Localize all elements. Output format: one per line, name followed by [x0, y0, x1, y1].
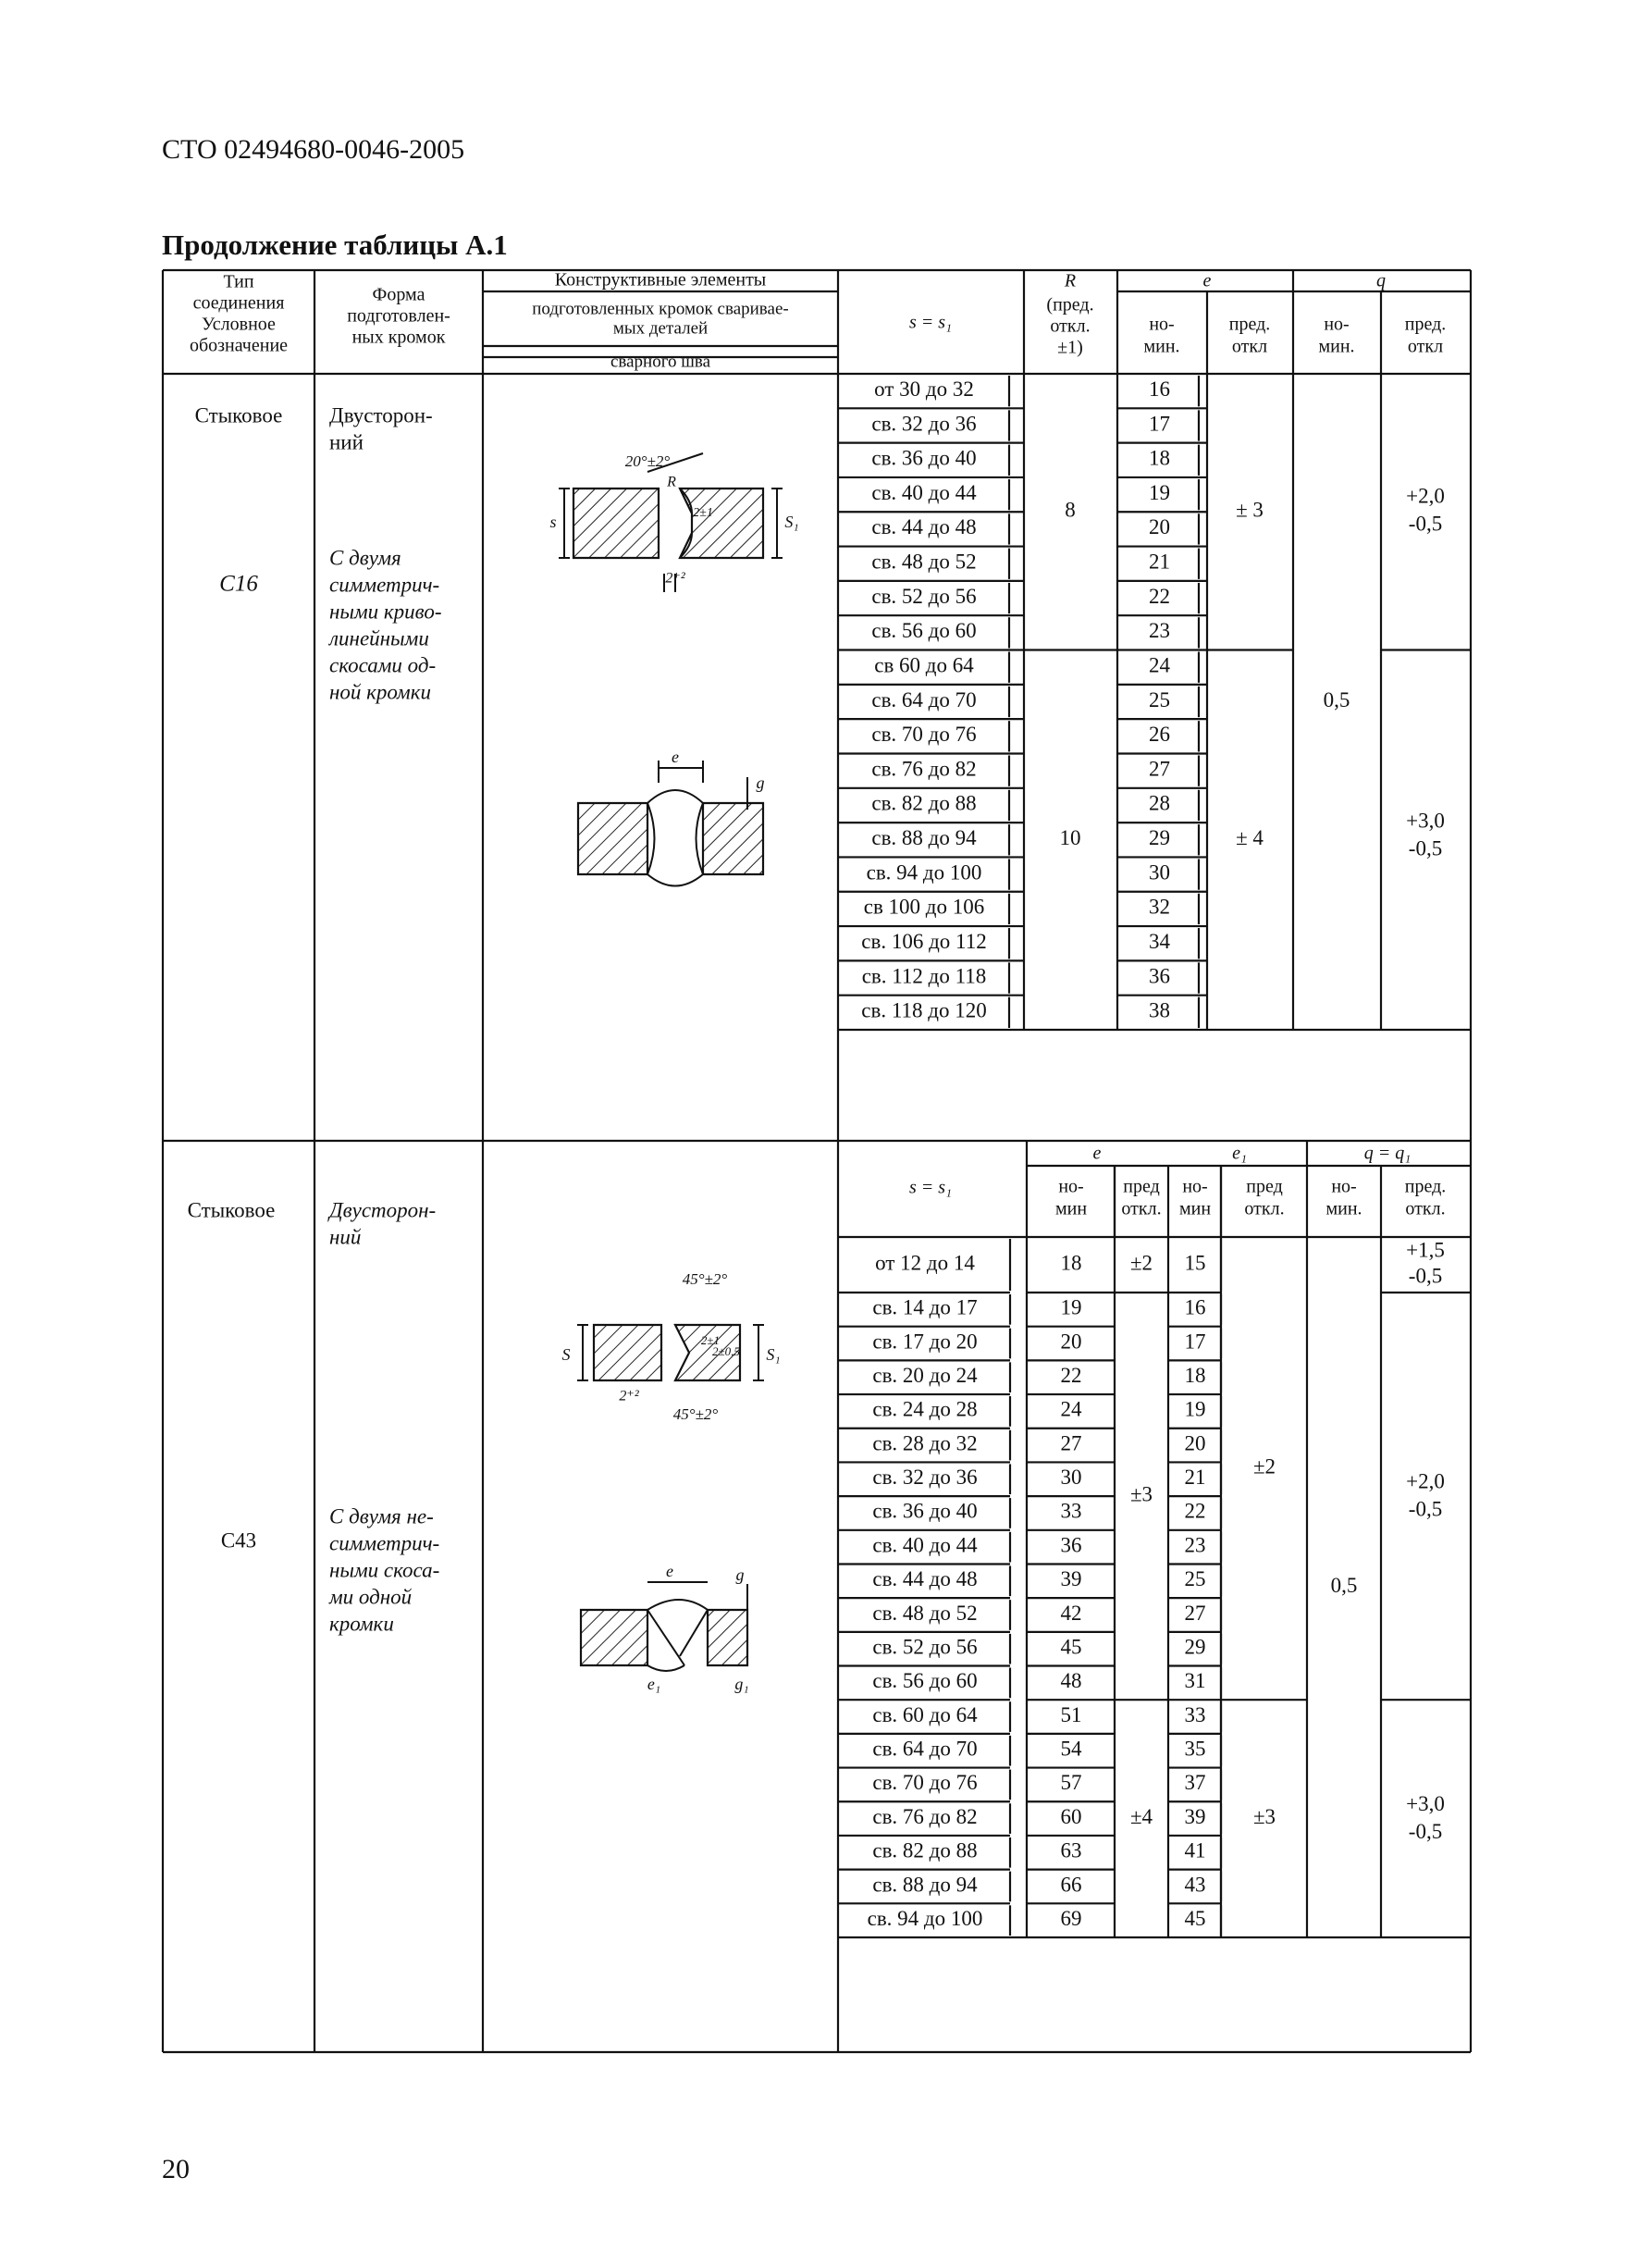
c43-row-e1: 21: [1184, 1466, 1206, 1490]
document-code: СТО 02494680-0046-2005: [162, 134, 465, 165]
c43-header-s: s = s₁: [908, 1177, 953, 1198]
c43-header-e1-tol: откл.: [1244, 1198, 1285, 1219]
c43-row-s: от 12 до 14: [875, 1251, 975, 1275]
c16-row-s: св. 64 до 70: [871, 687, 977, 711]
c16-q-tol: +2,0: [1406, 484, 1445, 508]
header-q-nom: но-: [1324, 314, 1350, 335]
header-e: e: [1202, 270, 1212, 291]
c43-row-s: св. 60 до 64: [872, 1702, 978, 1726]
c43-label-dim: 2±1: [700, 1332, 721, 1347]
c43-weld-bead: [647, 1600, 708, 1671]
c16-row-s: св. 118 до 120: [861, 998, 987, 1022]
header-q-nom: мин.: [1318, 336, 1355, 357]
c43-header-e-nom: но-: [1058, 1176, 1084, 1197]
c43-row-e1: 19: [1184, 1397, 1206, 1421]
c16-weld-right-plate: [703, 803, 763, 874]
c43-header-e1-nom: но-: [1182, 1176, 1208, 1197]
c16-row-e: 34: [1149, 929, 1170, 953]
c43-e1-tol: ±2: [1252, 1454, 1276, 1478]
c16-row-e: 28: [1149, 791, 1170, 815]
c43-label-dim2: 2±0,5: [712, 1343, 740, 1358]
c16-shape-top: ний: [329, 430, 364, 454]
header-edges: мых деталей: [612, 318, 709, 339]
c43-header-e1-tol: пред: [1246, 1176, 1283, 1197]
header-elements: Конструктивные элементы: [554, 269, 767, 291]
c16-label-g: g: [756, 773, 765, 793]
c43-q-tol: -0,5: [1408, 1497, 1443, 1521]
c16-row-e: 21: [1149, 550, 1170, 574]
c16-row-s: св 60 до 64: [874, 653, 974, 677]
c16-e-tol: ± 3: [1236, 498, 1264, 522]
header-shape: Форма: [372, 284, 425, 305]
header-type: Условное: [202, 314, 276, 335]
c43-row-e: 42: [1060, 1601, 1082, 1625]
c43-row-s: св. 64 до 70: [872, 1737, 978, 1761]
c16-row-s: св 100 до 106: [863, 895, 985, 919]
c43-e-tol: ±4: [1129, 1804, 1153, 1828]
c16-weld-bead: [647, 790, 703, 886]
c43-header-q-tol: откл.: [1405, 1198, 1446, 1219]
c16-row-e: 29: [1149, 826, 1170, 850]
c43-header-q: q = q₁: [1363, 1143, 1412, 1164]
header-type: Тип: [223, 271, 254, 292]
c43-row-e: 54: [1060, 1737, 1082, 1761]
weld-drawings: [549, 452, 798, 1693]
c43-label-gap: 2⁺²: [619, 1388, 639, 1404]
c43-row-e1: 37: [1184, 1771, 1206, 1795]
c43-row-e: 48: [1060, 1669, 1082, 1693]
c16-label-r: R: [667, 474, 676, 490]
c43-label-e: e: [666, 1562, 673, 1581]
c43-label-g: g: [735, 1565, 745, 1585]
c43-q-tol: +1,5: [1406, 1238, 1445, 1262]
c43-row-e: 27: [1060, 1431, 1082, 1455]
c16-row-s: св. 70 до 76: [871, 723, 977, 747]
c16-row-s: св. 82 до 88: [871, 791, 977, 815]
c16-row-e: 16: [1149, 377, 1170, 401]
c43-row-e: 39: [1060, 1567, 1082, 1591]
c43-row-e1: 18: [1184, 1363, 1206, 1387]
c43-code: С43: [220, 1528, 257, 1553]
c43-row-e1: 35: [1184, 1737, 1206, 1761]
c43-e-tol: ±3: [1129, 1482, 1153, 1506]
c16-row-e: 26: [1149, 723, 1170, 747]
c43-row-e: 69: [1060, 1906, 1082, 1930]
header-r-tol: ±1): [1057, 337, 1083, 358]
c43-row-e: 60: [1060, 1804, 1082, 1828]
c43-label-g1: g₁: [734, 1675, 749, 1694]
c16-shape-bottom: ными криво-: [329, 600, 442, 624]
c43-s-dim: [577, 1325, 588, 1380]
c43-row-e: 24: [1060, 1397, 1082, 1421]
c43-shape-bottom: симметрич-: [329, 1531, 440, 1555]
c16-row-s: св. 44 до 48: [871, 515, 977, 539]
header-r-tol: (пред.: [1046, 294, 1094, 315]
c43-q-tol: -0,5: [1408, 1264, 1443, 1288]
c43-header-e: e: [1092, 1143, 1102, 1164]
page-number: 20: [162, 2154, 190, 2184]
c43-label-e1: e₁: [647, 1675, 661, 1694]
c16-row-e: 24: [1149, 653, 1170, 677]
c16-shape-bottom: скосами од-: [329, 653, 437, 677]
header-s: s = s₁: [908, 312, 953, 333]
c43-q-tol: +2,0: [1406, 1469, 1445, 1493]
c43-row-e1: 27: [1184, 1601, 1206, 1625]
c43-label-s1: S₁: [766, 1345, 781, 1365]
c16-row-e: 30: [1149, 860, 1170, 885]
c43-row-s: св. 32 до 36: [872, 1466, 978, 1490]
c43-row-s: св. 52 до 56: [872, 1635, 978, 1659]
c43-header-q-nom: но-: [1331, 1176, 1357, 1197]
c43-row-e: 45: [1060, 1635, 1082, 1659]
header-type: обозначение: [189, 335, 289, 356]
c43-label-angle2: 45°±2°: [672, 1404, 719, 1423]
c43-row-s: св. 28 до 32: [872, 1431, 978, 1455]
header-r: R: [1064, 270, 1077, 291]
c16-label-angle: 20°±2°: [624, 452, 671, 470]
c16-row-s: св. 76 до 82: [871, 757, 977, 781]
c43-row-e: 30: [1060, 1466, 1082, 1490]
c43-header-q-nom: мин.: [1325, 1198, 1362, 1219]
c43-shape-bottom: ми одной: [329, 1585, 413, 1609]
c16-row-s: от 30 до 32: [874, 377, 974, 401]
c43-row-s: св. 88 до 94: [872, 1873, 978, 1897]
header-shape: ных кромок: [351, 327, 446, 348]
c43-row-s: св. 17 до 20: [872, 1330, 978, 1354]
c43-q-tol: +3,0: [1406, 1791, 1445, 1815]
c43-left-plate: [594, 1325, 661, 1380]
header-e-tol: пред.: [1228, 314, 1271, 335]
c16-row-s: св. 36 до 40: [871, 446, 977, 470]
c16-row-e: 18: [1149, 446, 1170, 470]
c16-s-dim: [559, 489, 570, 558]
c16-q-tol: +3,0: [1406, 809, 1445, 833]
c43-row-e1: 22: [1184, 1499, 1206, 1523]
c43-header-e-tol: пред: [1123, 1176, 1160, 1197]
c43-s1-dim: [753, 1325, 764, 1380]
c16-row-e: 38: [1149, 998, 1170, 1022]
c16-e-tol: ± 4: [1236, 826, 1264, 850]
c43-header-e1-nom: мин: [1178, 1198, 1212, 1219]
c16-s1-dim: [771, 489, 783, 558]
c16-row-e: 36: [1149, 964, 1170, 988]
header-e-tol: откл: [1231, 336, 1268, 357]
header-edges: подготовленных кромок сваривае-: [532, 299, 789, 319]
c43-row-e: 36: [1060, 1533, 1082, 1557]
c16-q-tol: -0,5: [1408, 836, 1443, 860]
c43-row-e1: 16: [1184, 1295, 1206, 1319]
c43-header-e-nom: мин: [1054, 1198, 1088, 1219]
c43-row-e: 33: [1060, 1499, 1082, 1523]
c43-row-s: св. 76 до 82: [872, 1804, 978, 1828]
c16-row-s: св. 112 до 118: [861, 964, 987, 988]
c43-row-s: св. 70 до 76: [872, 1771, 978, 1795]
c43-weld-left-plate: [581, 1610, 647, 1665]
c43-row-e1: 33: [1184, 1702, 1206, 1726]
c16-row-s: св. 106 до 112: [861, 929, 987, 953]
c43-row-e: 22: [1060, 1363, 1082, 1387]
c43-e1-tol: ±3: [1252, 1804, 1276, 1828]
c16-label-s1: S₁: [784, 513, 799, 532]
c43-row-s: св. 20 до 24: [872, 1363, 978, 1387]
c16-row-e: 27: [1149, 757, 1170, 781]
header-q: q: [1376, 270, 1386, 291]
c16-label-e: e: [672, 748, 679, 767]
c16-label-gap: 2⁺²: [665, 570, 685, 587]
c16-row-e: 17: [1149, 412, 1170, 436]
c43-shape-bottom: кромки: [329, 1612, 394, 1636]
c43-row-s: св. 36 до 40: [872, 1499, 978, 1523]
c43-label-s: S: [561, 1345, 571, 1365]
c16-row-s: св. 40 до 44: [871, 480, 977, 504]
c16-shape-bottom: С двумя: [329, 546, 401, 570]
c43-row-e1: 17: [1184, 1330, 1206, 1354]
header-e-nom: но-: [1149, 314, 1175, 335]
header-q-tol: пред.: [1404, 314, 1447, 335]
header-r-tol: откл.: [1050, 315, 1091, 337]
c43-q-tol: -0,5: [1408, 1819, 1443, 1843]
c16-type: Стыковое: [194, 403, 283, 427]
c16-label-dim1: 2±1: [693, 506, 713, 521]
header-type: соединения: [192, 292, 285, 314]
c16-code: С16: [219, 571, 258, 597]
c43-q-nom: 0,5: [1330, 1573, 1358, 1597]
c16-row-s: св. 94 до 100: [866, 860, 982, 885]
c16-row-s: св. 56 до 60: [871, 619, 977, 643]
c43-row-s: св. 40 до 44: [872, 1533, 978, 1557]
c43-row-s: св. 94 до 100: [867, 1906, 983, 1930]
c43-shape-bottom: ными скоса-: [329, 1558, 440, 1582]
c16-row-s: св. 52 до 56: [871, 584, 977, 608]
c16-row-s: св. 48 до 52: [871, 550, 977, 574]
c43-row-s: св. 14 до 17: [872, 1295, 978, 1319]
c16-label-s: s: [549, 513, 557, 532]
header-q-tol: откл: [1407, 336, 1444, 357]
c43-row-s: св. 56 до 60: [872, 1669, 978, 1693]
c16-shape-bottom: симметрич-: [329, 573, 440, 597]
c16-row-e: 32: [1149, 895, 1170, 919]
c43-header-e-tol: откл.: [1121, 1198, 1162, 1219]
c16-row-s: св. 88 до 94: [871, 826, 977, 850]
c43-row-e1: 23: [1184, 1533, 1206, 1557]
c43-row-e1: 43: [1184, 1873, 1206, 1897]
c43-row-e: 18: [1060, 1251, 1082, 1275]
c16-r-value: 8: [1065, 498, 1076, 522]
header-e-nom: мин.: [1143, 336, 1180, 357]
c16-row-e: 20: [1149, 515, 1170, 539]
table-title: Продолжение таблицы А.1: [162, 229, 508, 261]
c43-row-e: 20: [1060, 1330, 1082, 1354]
c16-r-value: 10: [1059, 826, 1081, 850]
c43-row-e1: 39: [1184, 1804, 1206, 1828]
c16-right-plate: [680, 489, 763, 558]
header-shape: подготовлен-: [347, 305, 450, 327]
c43-row-s: св. 24 до 28: [872, 1397, 978, 1421]
c16-shape-top: Двусторон-: [329, 403, 433, 427]
c43-row-s: св. 44 до 48: [872, 1567, 978, 1591]
c16-row-e: 22: [1149, 584, 1170, 608]
c16-row-e: 19: [1149, 480, 1170, 504]
c43-row-e1: 29: [1184, 1635, 1206, 1659]
c43-header-e1: e₁: [1232, 1143, 1247, 1164]
c43-row-s: св. 48 до 52: [872, 1601, 978, 1625]
c16-shape-bottom: ной кромки: [329, 680, 431, 704]
c43-row-e1: 15: [1184, 1251, 1206, 1275]
c16-shape-bottom: линейными: [329, 626, 429, 650]
c43-row-e: 19: [1060, 1295, 1082, 1319]
c43-row-s: св. 82 до 88: [872, 1838, 978, 1862]
c43-shape-bottom: С двумя не-: [329, 1504, 434, 1528]
c16-left-plate: [573, 489, 659, 558]
c16-row-s: св. 32 до 36: [871, 412, 977, 436]
c43-e-tol: ±2: [1129, 1251, 1153, 1275]
c43-header-q-tol: пред.: [1404, 1176, 1447, 1197]
c16-q-tol: -0,5: [1408, 512, 1443, 536]
c43-row-e1: 31: [1184, 1669, 1206, 1693]
table-grid: [163, 270, 1471, 2052]
c16-weld-left-plate: [578, 803, 647, 874]
table-cells: [188, 270, 1447, 1930]
c43-row-e1: 25: [1184, 1567, 1206, 1591]
c16-q-nom: 0,5: [1323, 687, 1350, 711]
header-weld: сварного шва: [610, 352, 711, 372]
c43-row-e1: 41: [1184, 1838, 1206, 1862]
c43-row-e1: 45: [1184, 1906, 1206, 1930]
c43-type: Стыковое: [187, 1198, 276, 1222]
c43-row-e: 63: [1060, 1838, 1082, 1862]
c16-row-e: 25: [1149, 687, 1170, 711]
c43-label-angle: 45°±2°: [682, 1269, 728, 1288]
c43-row-e: 66: [1060, 1873, 1082, 1897]
c43-row-e1: 20: [1184, 1431, 1206, 1455]
c16-row-e: 23: [1149, 619, 1170, 643]
c43-row-e: 51: [1060, 1702, 1082, 1726]
c43-shape-top: Двусторон-: [329, 1198, 437, 1222]
c43-weld-right-plate: [708, 1610, 747, 1665]
c43-shape-top: ний: [329, 1225, 362, 1249]
c43-row-e: 57: [1060, 1771, 1082, 1795]
